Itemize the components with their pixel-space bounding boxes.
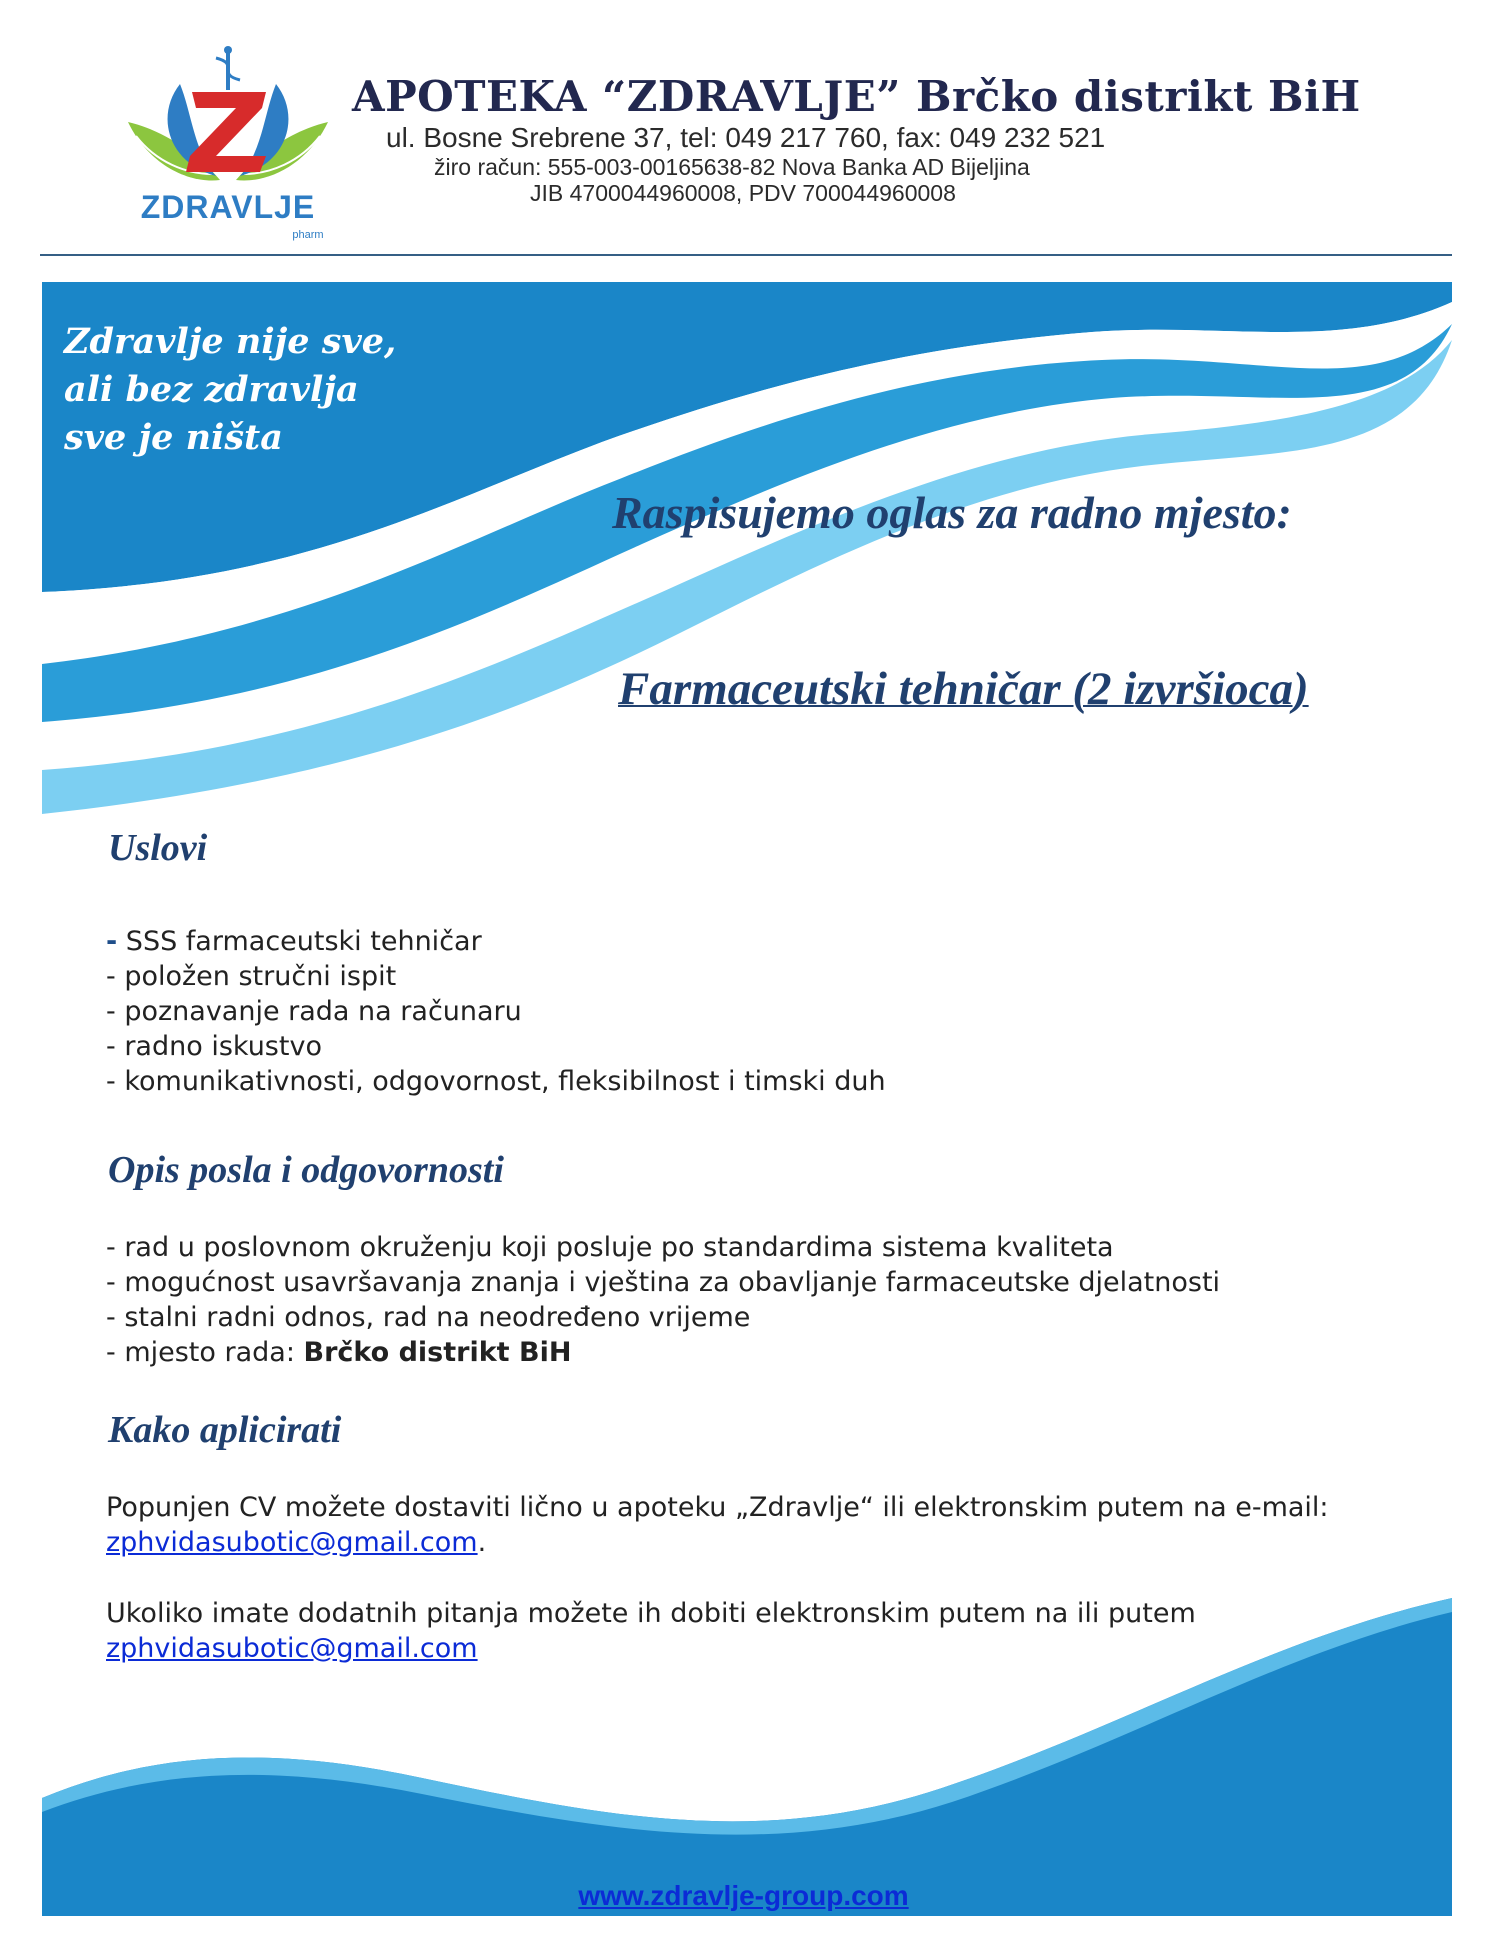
announcement-heading: Raspisujemo oglas za radno mjesto:: [612, 487, 1292, 538]
list-dash: -: [106, 926, 118, 957]
description-list: [106, 1230, 1220, 1370]
description-heading: Opis posla i odgovornosti: [108, 1149, 504, 1191]
apply-paragraph: [106, 1490, 1366, 1560]
apply-heading: Kako aplicirati: [108, 1409, 342, 1451]
position-title: Farmaceutski tehničar (2 izvršioca): [618, 663, 1309, 715]
slogan: [64, 318, 484, 462]
list-item: - mogućnost usavršavanja znanja i vještina za obavljanje farmaceutske djelatnosti: [106, 1267, 1221, 1298]
list-item: - rad u poslovnom okruženju koji posluje po standardima sistema kvaliteta: [106, 1232, 1114, 1263]
questions-paragraph: [106, 1596, 1366, 1666]
list-item: - komunikativnosti, odgovornost, fleksibilnost i timski duh: [106, 1066, 886, 1097]
email-link[interactable]: zphvidasubotic@gmail.com: [106, 1527, 478, 1558]
questions-text: Ukoliko imate dodatnih pitanja možete ih dobiti elektronskim putem na ili putem: [106, 1598, 1196, 1629]
list-item: - radno iskustvo: [106, 1031, 322, 1062]
location-value: Brčko distrikt BiH: [303, 1337, 572, 1368]
email-link[interactable]: zphvidasubotic@gmail.com: [106, 1633, 478, 1664]
list-item: - stalni radni odnos, rad na neodređeno vrijeme: [106, 1302, 751, 1333]
logo-text: ZDRAVLJE: [140, 189, 316, 225]
list-item: [106, 924, 886, 959]
slogan-line: sve je ništa: [64, 417, 283, 458]
letterhead-bank: žiro račun: 555-003-00165638-82 Nova Banka AD Bijeljina: [434, 154, 1030, 180]
letterhead-address: ul. Bosne Srebrene 37, tel: 049 217 760, fax: 049 232 521: [386, 122, 1106, 153]
list-item: - položen stručni ispit: [106, 961, 397, 992]
apply-text: Popunjen CV možete dostaviti lično u apoteku „Zdravlje“ ili elektronskim putem na e-mail:: [106, 1492, 1329, 1523]
slogan-line: ali bez zdravlja: [64, 369, 359, 410]
list-item: - poznavanje rada na računaru: [106, 996, 522, 1027]
location-prefix: - mjesto rada:: [106, 1337, 304, 1368]
website-link[interactable]: www.zdravlje-group.com: [578, 1880, 909, 1911]
list-item-text: SSS farmaceutski tehničar: [117, 926, 482, 957]
apply-period: .: [477, 1527, 487, 1558]
requirements-heading: Uslovi: [108, 827, 208, 869]
letterhead-title: APOTEKA “ZDRAVLJE” Brčko distrikt BiH: [352, 72, 1361, 121]
slogan-line: Zdravlje nije sve,: [64, 321, 397, 362]
letterhead-divider: [40, 254, 1452, 256]
logo-subtext: pharm: [292, 229, 324, 241]
pharmacy-logo-icon: [108, 44, 348, 244]
requirements-list: [106, 924, 886, 1099]
list-item: [106, 1335, 1220, 1370]
footer: [0, 1880, 1487, 1912]
letterhead-tax: JIB 4700044960008, PDV 700044960008: [530, 180, 956, 206]
